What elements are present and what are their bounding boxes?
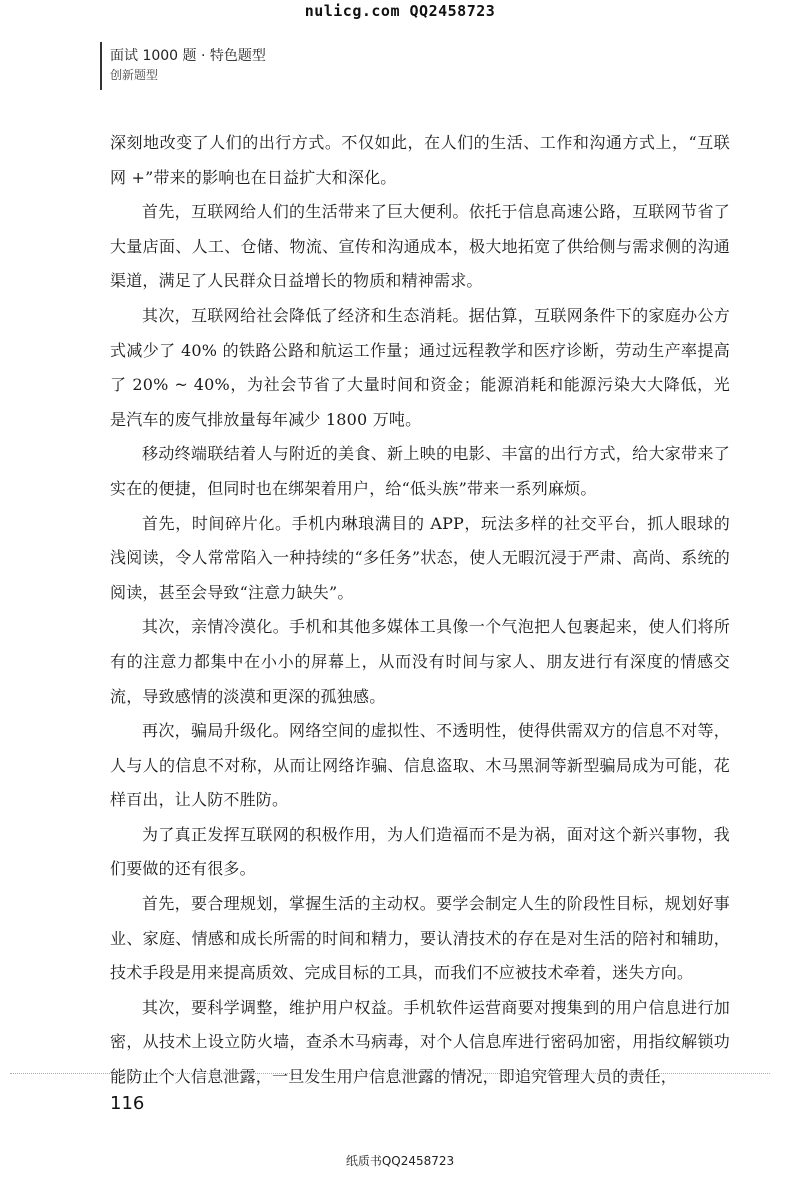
body-text — [110, 126, 730, 1095]
paragraph: 首先，要合理规划，掌握生活的主动权。要学会制定人生的阶段性目标，规划好事业、家庭、情感和成长所需的时间和精力，要认清技术的存在是对生活的陪衬和辅助，技术手段是用来提高质效、完成目标的工具，而我们不应被技术牵着，迷失方向。 — [110, 894, 730, 983]
running-head — [100, 42, 266, 90]
running-head-subtitle: 创新题型 — [110, 68, 159, 82]
paragraph: 为了真正发挥互联网的积极作用，为人们造福而不是为祸，面对这个新兴事物，我们要做的还有很多。 — [110, 824, 730, 879]
paragraph: 首先，时间碎片化。手机内琳琅满目的 APP，玩法多样的社交平台，抓人眼球的浅阅读，令人常常陷入一种持续的“多任务”状态，使人无暇沉浸于严肃、高尚、系统的阅读，甚至会导致“注意力缺失”。 — [110, 513, 730, 602]
running-head-title: 面试 1000 题 · 特色题型 — [110, 48, 266, 64]
paragraph: 其次，亲情冷漠化。手机和其他多媒体工具像一个气泡把人包裹起来，使人们将所有的注意力都集中在小小的屏幕上，从而没有时间与家人、朋友进行有深度的情感交流，导致感情的淡漠和更深的孤独感。 — [110, 617, 730, 706]
paragraph: 首先，互联网给人们的生活带来了巨大便利。依托于信息高速公路，互联网节省了大量店面、人工、仓储、物流、宣传和沟通成本，极大地拓宽了供给侧与需求侧的沟通渠道，满足了人民群众日益增长的物质和精神需求。 — [110, 202, 730, 291]
paragraph: 其次，要科学调整，维护用户权益。手机软件运营商要对搜集到的用户信息进行加密，从技术上设立防火墙，查杀木马病毒，对个人信息库进行密码加密，用指纹解锁功能防止个人信息泄露，一旦发生用户信息泄露的情况，即追究管理人员的责任， — [110, 997, 730, 1087]
top-watermark: nulicg.com QQ2458723 — [304, 2, 496, 20]
paragraph-continued: 深刻地改变了人们的出行方式。不仅如此，在人们的生活、工作和沟通方式上，“互联网 +”带来的影响也在日益扩大和深化。 — [110, 133, 730, 187]
page-number: 116 — [110, 1093, 145, 1114]
paragraph: 移动终端联结着人与附近的美食、新上映的电影、丰富的出行方式，给大家带来了实在的便捷，但同时也在绑架着用户，给“低头族”带来一系列麻烦。 — [110, 444, 730, 498]
bottom-watermark: 纸质书QQ2458723 — [345, 1154, 455, 1168]
paragraph: 其次，互联网给社会降低了经济和生态消耗。据估算，互联网条件下的家庭办公方式减少了 40% 的铁路公路和航运工作量；通过远程教学和医疗诊断，劳动生产率提高了 20% ~ 40%，为社会节省了大量时间和资金；能源消耗和能源污染大大降低，光是汽车的废气排放量每年减少 1800 万吨。 — [110, 305, 730, 429]
paragraph: 再次，骗局升级化。网络空间的虚拟性、不透明性，使得供需双方的信息不对等，人与人的信息不对称，从而让网络诈骗、信息盗取、木马黑洞等新型骗局成为可能，花样百出，让人防不胜防。 — [110, 721, 730, 810]
scan-artifact-rule — [10, 1073, 770, 1074]
